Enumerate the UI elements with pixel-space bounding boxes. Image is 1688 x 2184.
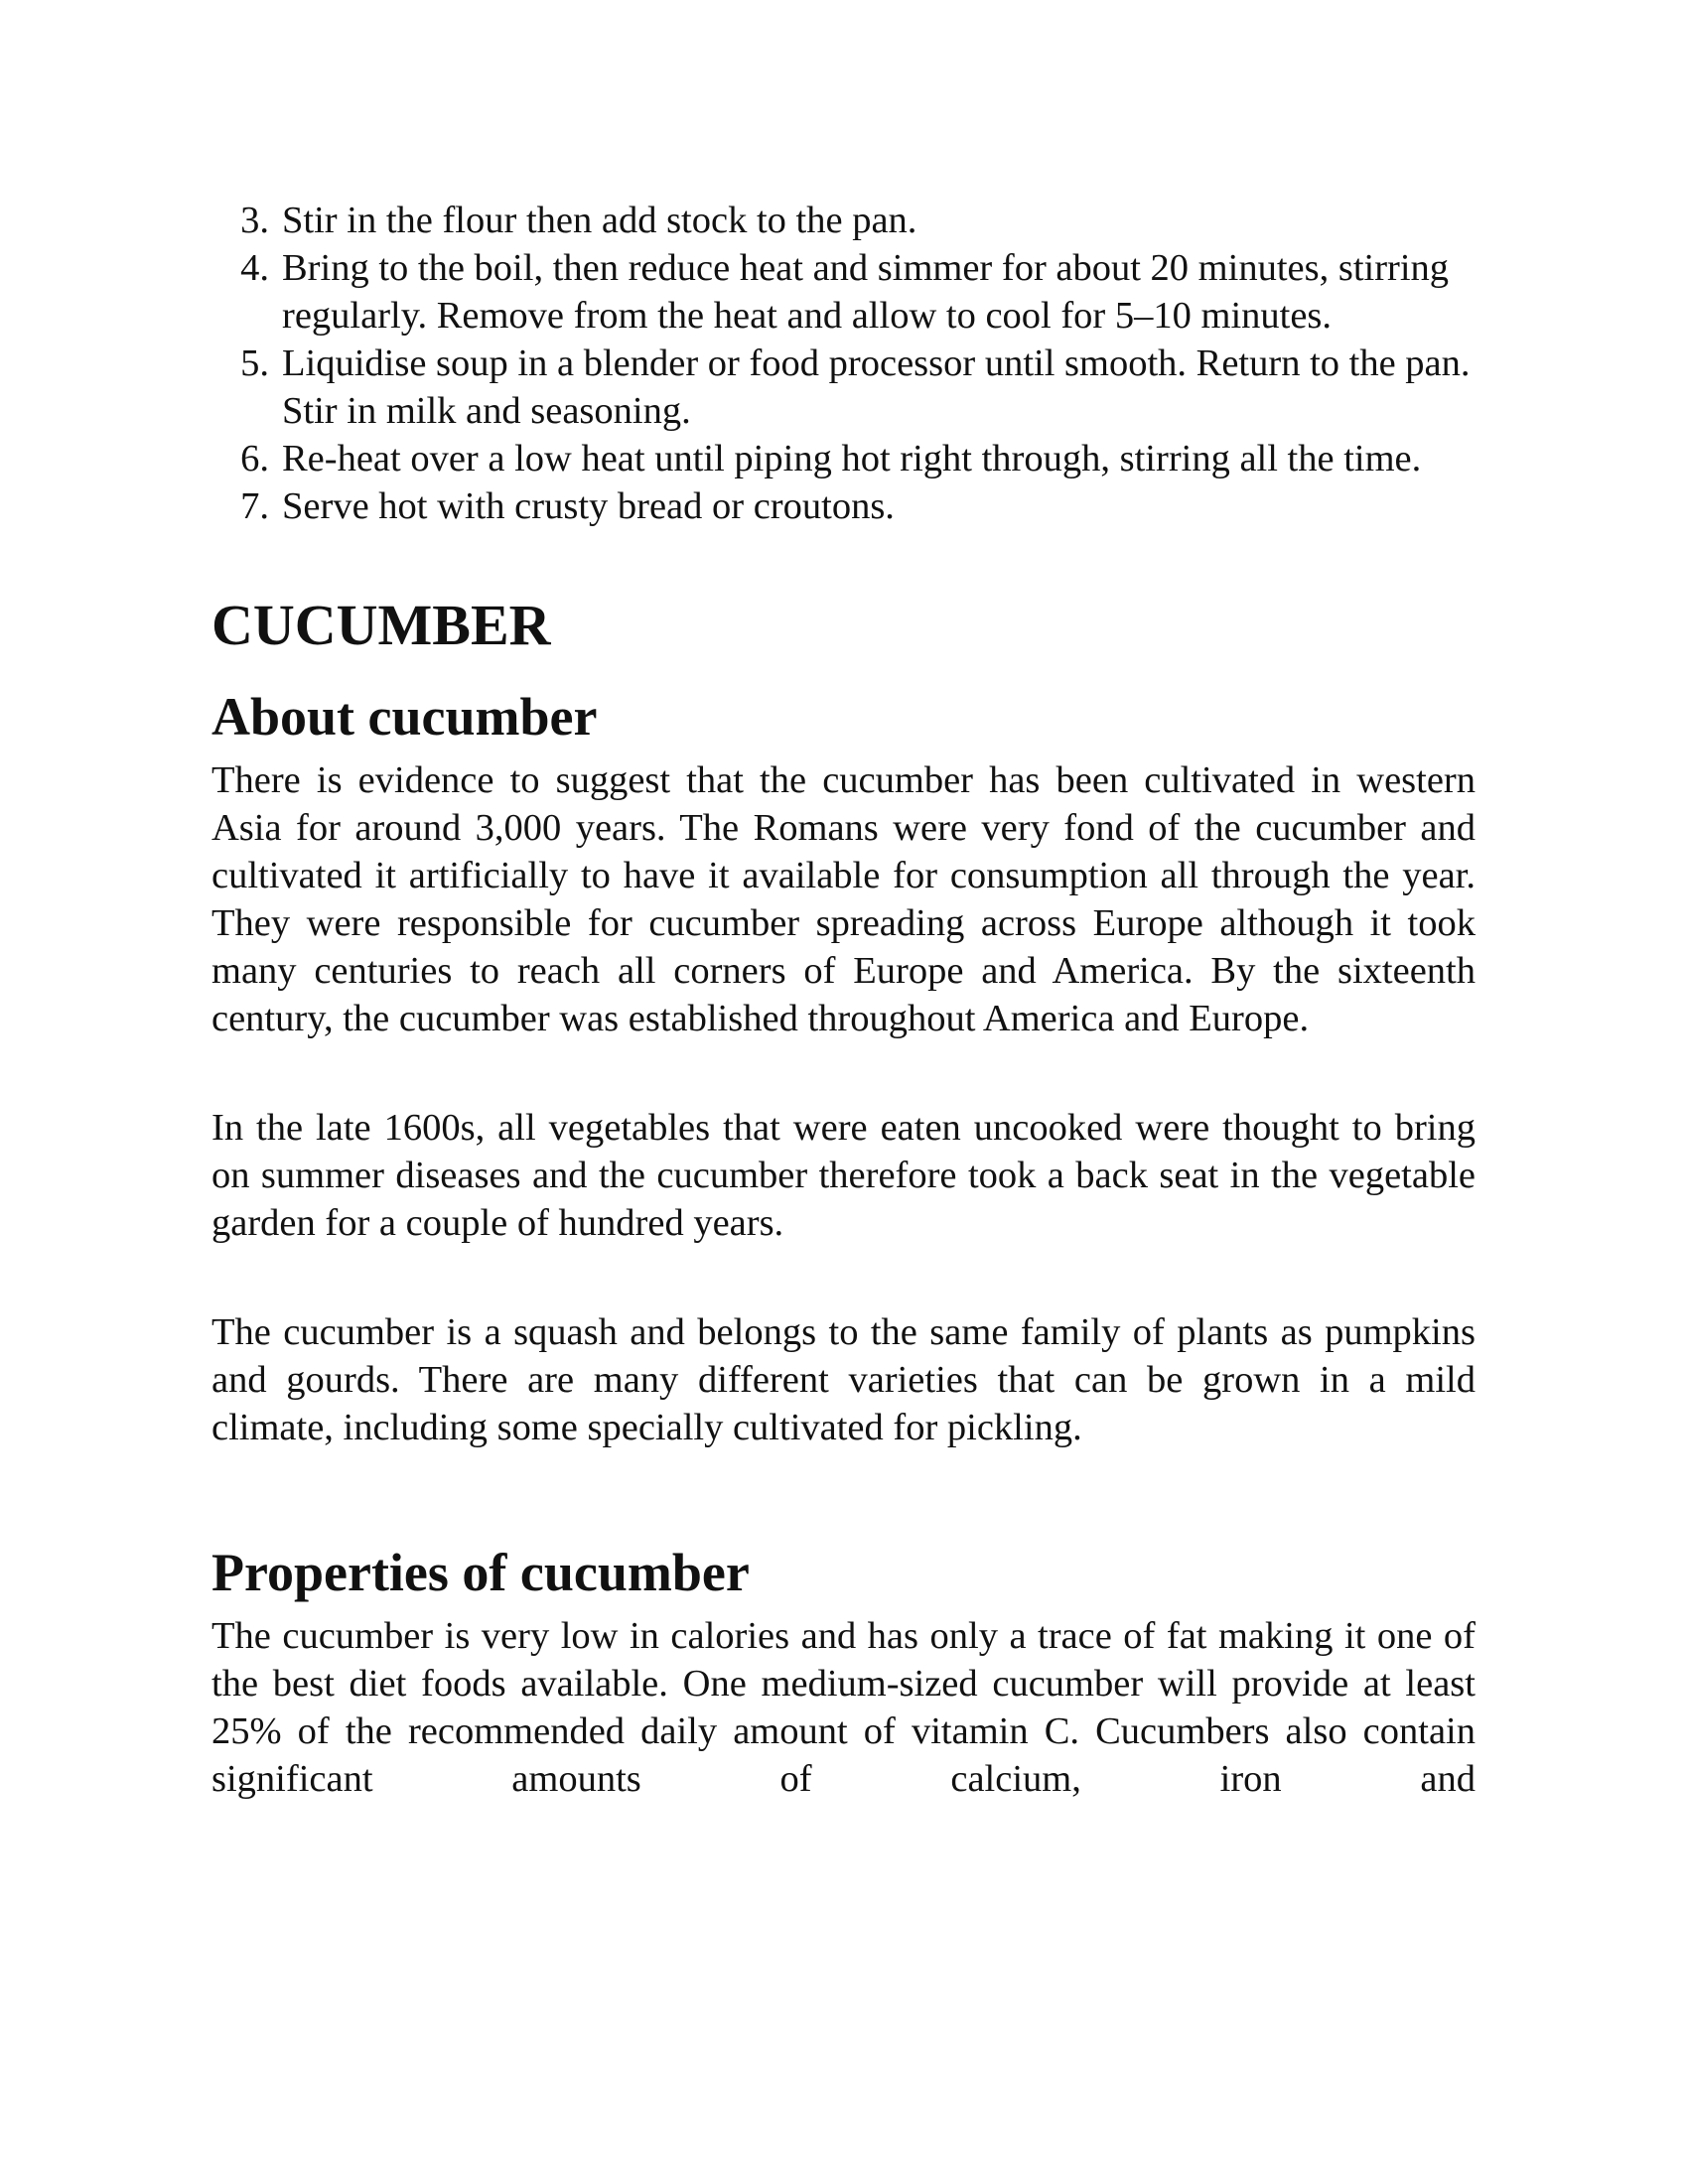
about-paragraph: The cucumber is a squash and belongs to the same family of plants as pumpkins and gourds. There are many different varieties that can be grown in a mild climate, including some specially cultivated for pickling.: [211, 1311, 1476, 1448]
step-text: Stir in the flour then add stock to the pan.: [282, 200, 917, 241]
method-step: [211, 244, 1476, 340]
properties-paragraph: The cucumber is very low in calories and has only a trace of fat making it one of the best diet foods available. One medium-sized cucumber will provide at least 25% of the recommended daily amount of vitamin C. Cucumbers also contain significant amounts of calcium, iron and: [211, 1615, 1476, 1800]
method-steps-list: [211, 197, 1476, 530]
properties-heading: Properties of cucumber: [211, 1543, 750, 1602]
about-paragraph: There is evidence to suggest that the cucumber has been cultivated in western Asia for around 3,000 years. The Romans were very fond of the cucumber and cultivated it artificially to have it available for consumption all through the year. They were responsible for cucumber spreading across Europe although it took many centuries to reach all corners of Europe and America. By the sixteenth century, the cucumber was established throughout America and Europe.: [211, 759, 1476, 1039]
about-heading: About cucumber: [211, 687, 598, 747]
section-title: CUCUMBER: [211, 593, 551, 657]
step-number: 6.: [240, 438, 269, 479]
document-page: [211, 197, 1476, 1803]
method-step: [211, 197, 1476, 244]
step-text: Bring to the boil, then reduce heat and simmer for about 20 minutes, stirring regularly. Remove from the heat and allow to cool for 5–10 minutes.: [282, 247, 1450, 337]
step-number: 5.: [240, 342, 269, 384]
method-step: [211, 340, 1476, 435]
step-number: 4.: [240, 247, 269, 289]
step-text: Liquidise soup in a blender or food processor until smooth. Return to the pan. Stir in milk and seasoning.: [282, 342, 1471, 432]
about-paragraph: In the late 1600s, all vegetables that were eaten uncooked were thought to bring on summer diseases and the cucumber therefore took a back seat in the vegetable garden for a couple of hundred years.: [211, 1107, 1476, 1244]
step-number: 7.: [240, 485, 269, 527]
step-number: 3.: [240, 200, 269, 241]
step-text: Re-heat over a low heat until piping hot right through, stirring all the time.: [282, 438, 1422, 479]
method-step: [211, 435, 1476, 482]
method-step: [211, 482, 1476, 530]
step-text: Serve hot with crusty bread or croutons.: [282, 485, 895, 527]
